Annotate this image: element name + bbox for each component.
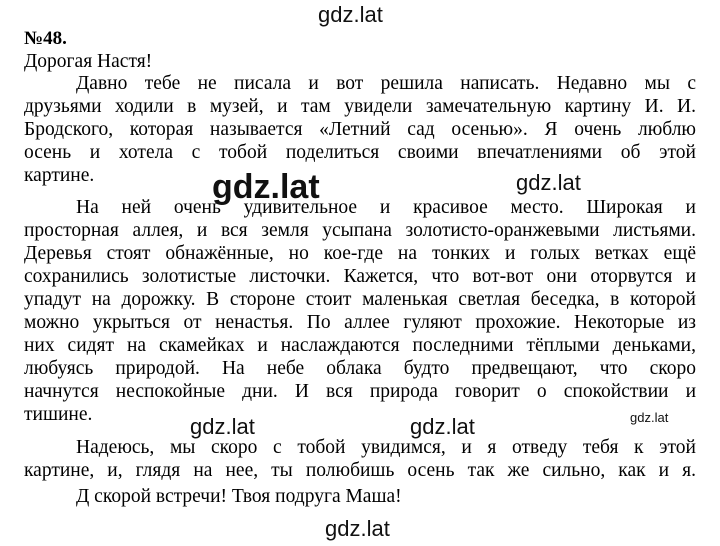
- watermark-left-bottom: gdz.lat: [190, 414, 255, 439]
- watermark-center-bottom: gdz.lat: [410, 414, 475, 439]
- watermark-top: gdz.lat: [318, 2, 383, 27]
- watermark-small: gdz.lat: [630, 410, 669, 425]
- text-line-6: На ней очень удивительное и красивое место. Широкая и: [76, 197, 696, 218]
- text-line-13: любуясь природой. На небе облака будто предвещают, что скоро: [24, 358, 696, 379]
- exercise-number: №48.: [24, 28, 67, 49]
- text-line-16: Надеюсь, мы скоро с тобой увидимся, и я отведу тебя к этой: [76, 437, 696, 458]
- greeting: Дорогая Настя!: [24, 51, 153, 72]
- text-line-7: просторная аллея, и вся земля усыпана золотисто-оранжевыми листьями.: [24, 220, 696, 241]
- watermark-mid-right: gdz.lat: [516, 170, 581, 195]
- text-line-3: Бродского, которая называется «Летний сад осенью». Я очень люблю: [24, 119, 696, 140]
- text-line-11: можно укрыться от ненастья. По аллее гуляют прохожие. Некоторые из: [24, 312, 696, 333]
- text-line-9: сохранились золотистые листочки. Кажется, что вот-вот они оторвутся и: [24, 266, 696, 287]
- text-line-2: друзьями ходили в музей, и там увидели замечательную картину И. И.: [24, 96, 696, 117]
- text-line-10: упадут на дорожку. В стороне стоит маленькая светлая беседка, в которой: [24, 289, 696, 310]
- closing-line: Д скорой встречи! Твоя подруга Маша!: [76, 486, 402, 507]
- text-line-4: осень и хотела с тобой поделиться своими впечатлениями об этой: [24, 142, 696, 163]
- text-line-17: картине, и, глядя на нее, ты полюбишь осень так же сильно, как и я.: [24, 460, 696, 481]
- text-line-12: них сидят на скамейках и наслаждаются последними тёплыми деньками,: [24, 335, 696, 356]
- text-line-1: Давно тебе не писала и вот решила написать. Недавно мы с: [76, 73, 696, 94]
- text-line-5: картине.: [24, 165, 95, 186]
- text-line-8: Деревья стоят обнажённые, но кое-где на тонких и голых ветках ещё: [24, 243, 696, 264]
- text-line-14: начнутся неспокойные дни. И вся природа говорит о спокойствии и: [24, 381, 696, 402]
- watermark-bottom: gdz.lat: [325, 516, 390, 541]
- watermark-bold: gdz.lat: [212, 168, 320, 206]
- text-line-15: тишине.: [24, 404, 93, 425]
